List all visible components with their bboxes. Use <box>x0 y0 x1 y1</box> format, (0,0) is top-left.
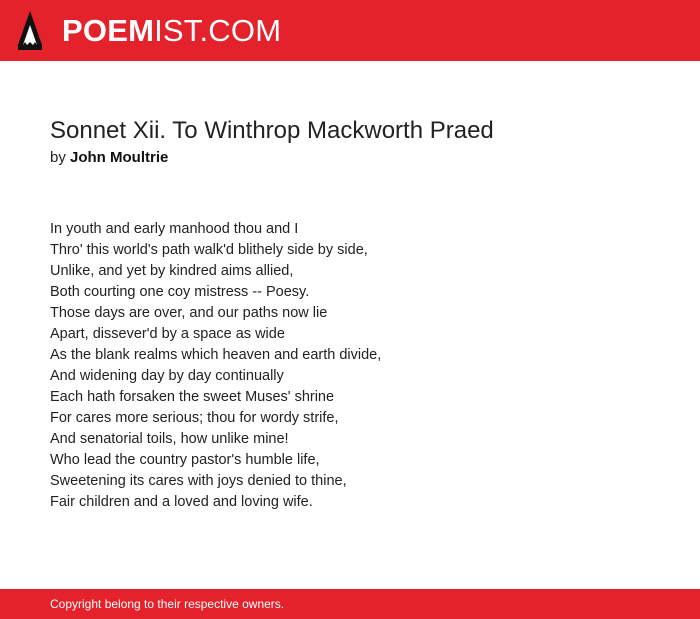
logo-text-light: IST.COM <box>154 13 282 48</box>
pencil-tip-icon[interactable] <box>17 9 43 52</box>
poem-line: Both courting one coy mistress -- Poesy. <box>50 284 310 300</box>
poem-line: Unlike, and yet by kindred aims allied, <box>50 263 294 279</box>
site-footer <box>0 589 700 619</box>
copyright-notice: Copyright belong to their respective owners. <box>50 597 285 611</box>
poem-line: Who lead the country pastor's humble life, <box>50 452 320 468</box>
poem-body <box>50 219 670 513</box>
poem-byline <box>50 148 168 168</box>
poem-line: For cares more serious; thou for wordy strife, <box>50 410 339 426</box>
poem-line: Apart, dissever'd by a space as wide <box>50 326 285 342</box>
site-logo[interactable] <box>62 12 281 50</box>
poem-line: In youth and early manhood thou and I <box>50 221 299 237</box>
author-name: John Moultrie <box>70 149 169 166</box>
logo-text-bold: POEM <box>62 13 155 48</box>
poem-line: And senatorial toils, how unlike mine! <box>50 431 289 447</box>
poem-title: Sonnet Xii. To Winthrop Mackworth Praed <box>50 117 494 144</box>
site-header <box>0 0 700 61</box>
poem-line: Each hath forsaken the sweet Muses' shrine <box>50 389 335 405</box>
byline-prefix: by <box>50 149 66 166</box>
poem-line: As the blank realms which heaven and earth divide, <box>50 347 382 363</box>
poem-line: Thro' this world's path walk'd blithely side by side, <box>50 242 368 258</box>
poem-line: Sweetening its cares with joys denied to thine, <box>50 473 347 489</box>
poem-line: Fair children and a loved and loving wife. <box>50 494 313 510</box>
poem-line: And widening day by day continually <box>50 368 284 384</box>
poem-line: Those days are over, and our paths now lie <box>50 305 328 321</box>
